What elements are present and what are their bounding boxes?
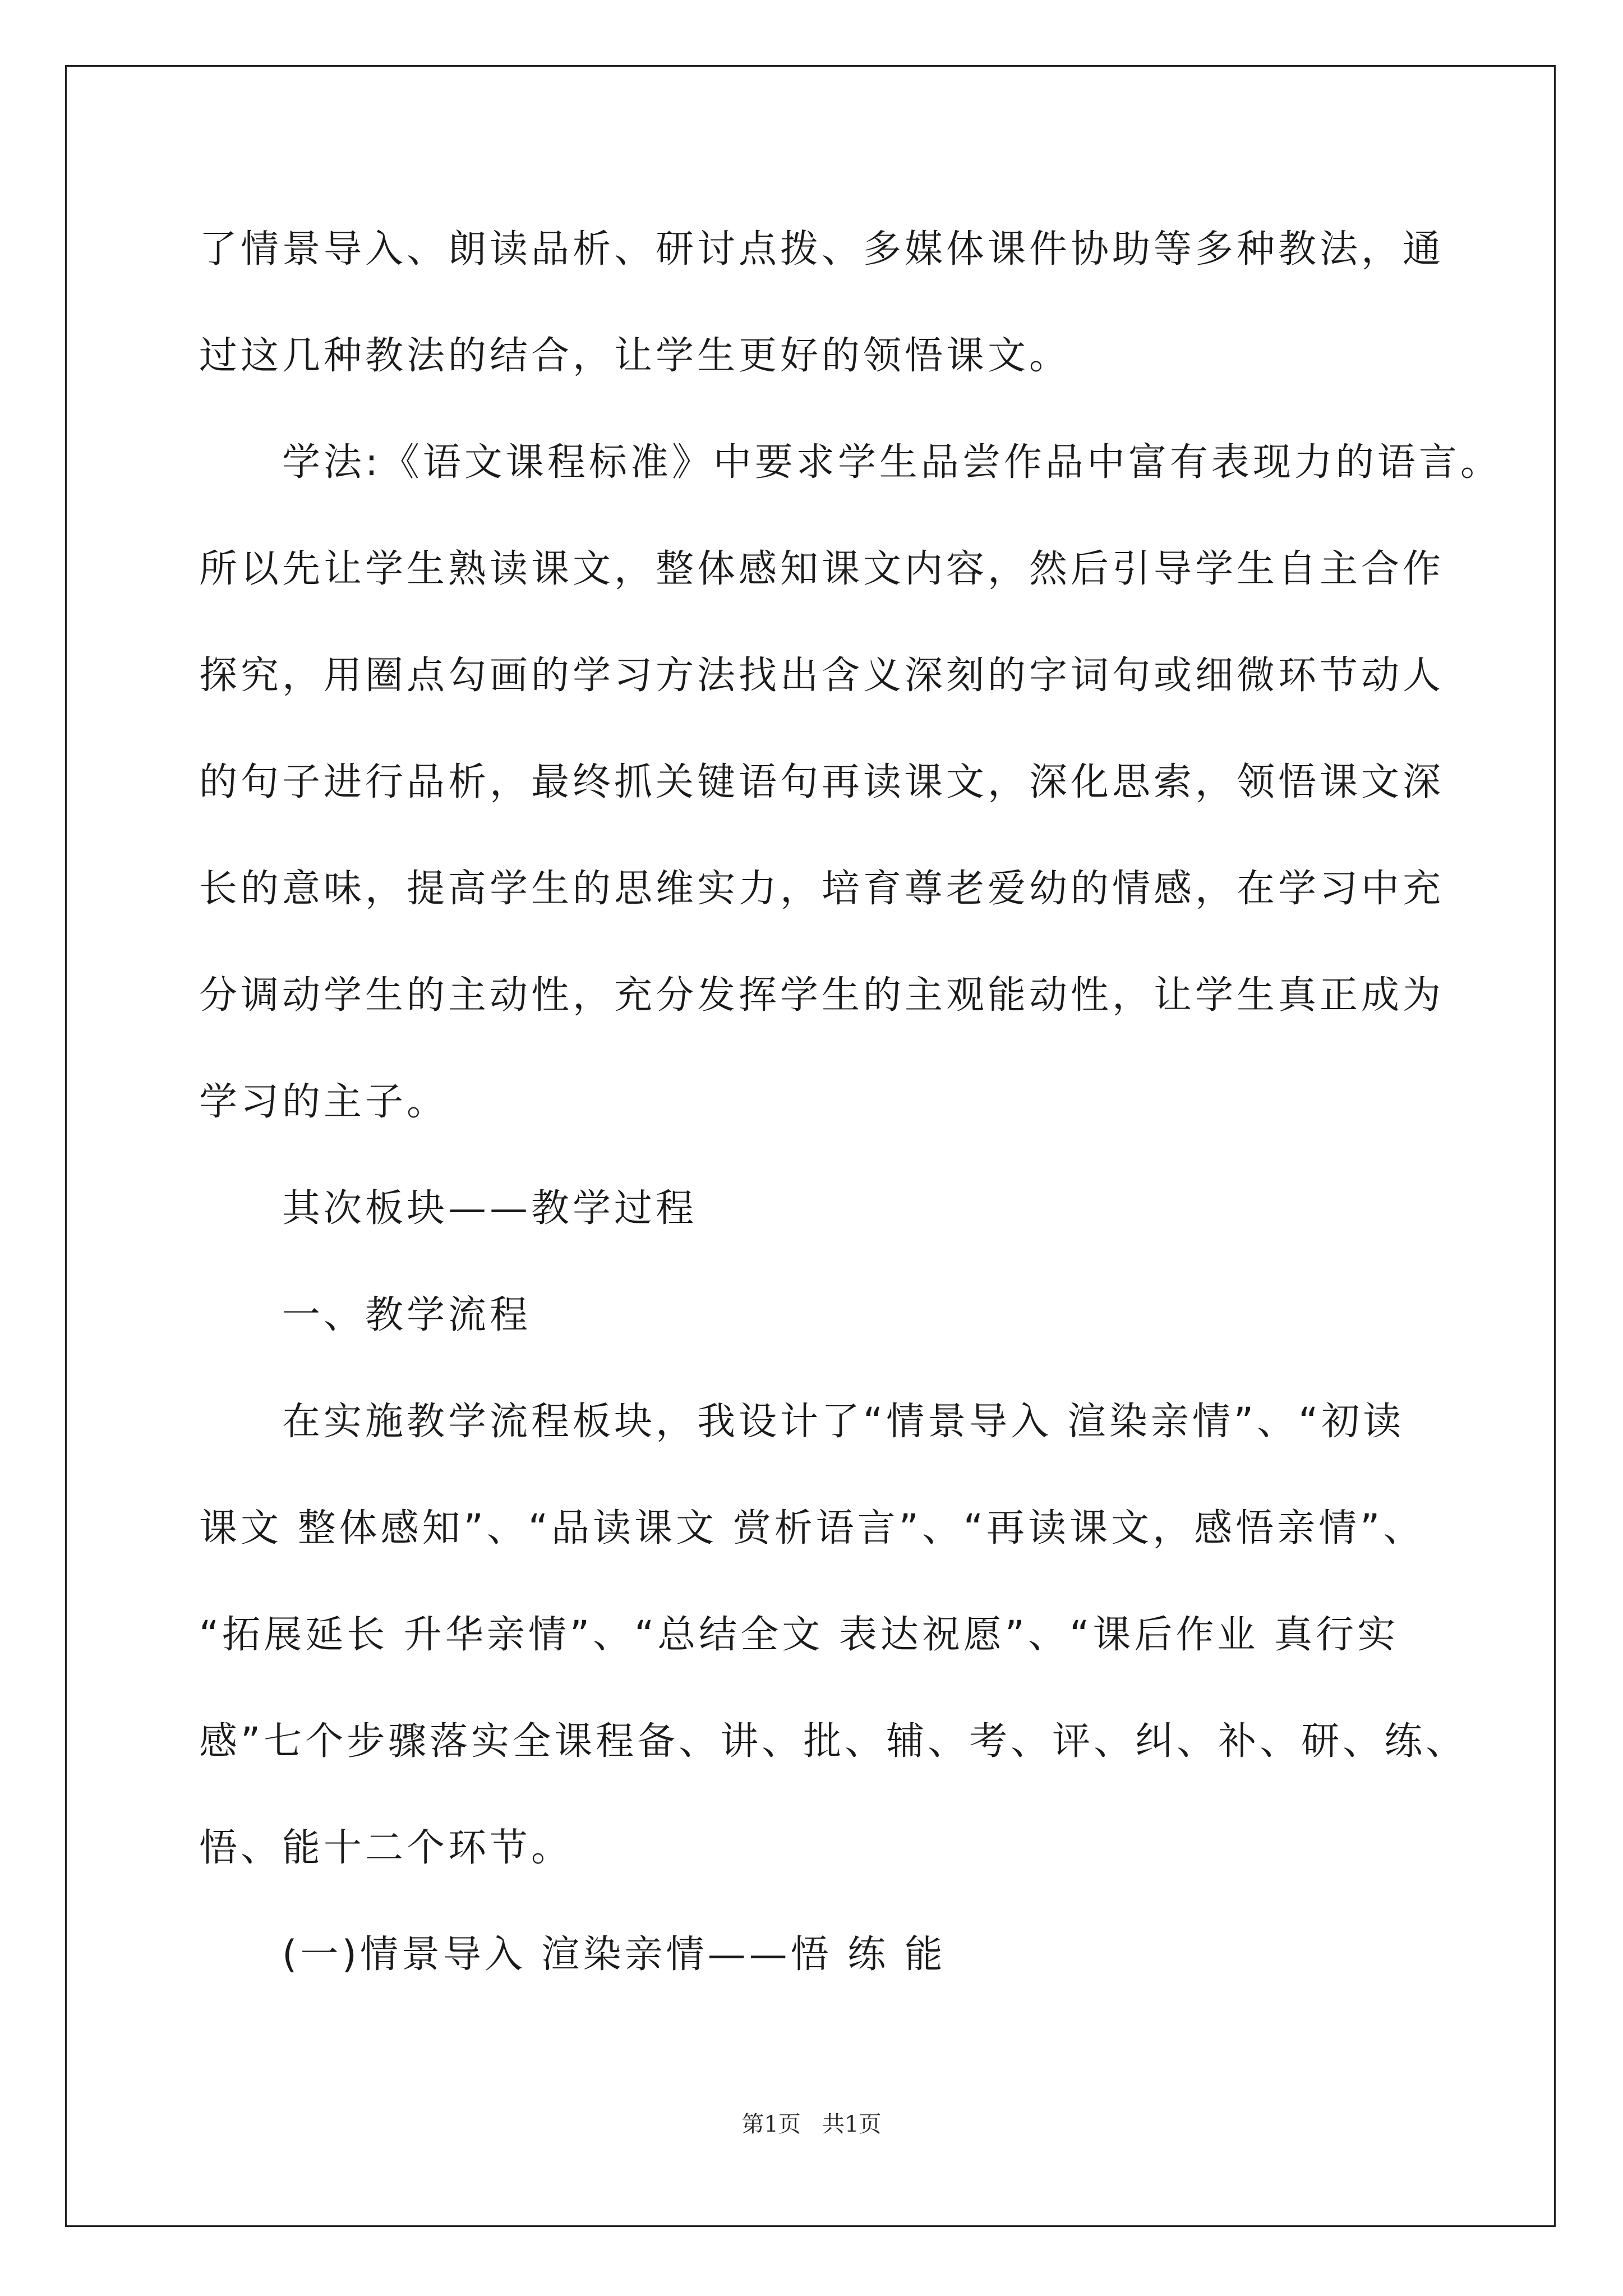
page-number-footer: 第1页 共1页 <box>741 2111 882 2137</box>
paragraph-line: 长的意味，提高学生的思维实力，培育尊老爱幼的情感，在学习中充 <box>199 867 1445 911</box>
step-heading: (一)情景导入 渲染亲情——悟 练 能 <box>282 1932 946 1977</box>
page-border <box>65 65 1556 2227</box>
paragraph-line: 所以先让学生熟读课文，整体感知课文内容，然后引导学生自主合作 <box>199 547 1445 591</box>
paragraph-line: 的句子进行品析，最终抓关键语句再读课文，深化思索，领悟课文深 <box>199 760 1445 804</box>
paragraph-line: 了情景导入、朗读品析、研讨点拨、多媒体课件协助等多种教法，通 <box>199 227 1445 272</box>
section-heading: 其次板块——教学过程 <box>282 1186 698 1231</box>
paragraph-line: 学法:《语文课程标准》中要求学生品尝作品中富有表现力的语言。 <box>282 440 1502 485</box>
paragraph-line: 悟、能十二个环节。 <box>199 1826 573 1870</box>
paragraph-line: “拓展延长 升华亲情”、“总结全文 表达祝愿”、“课后作业 真行实 <box>199 1613 1399 1657</box>
paragraph-line: 课文 整体感知”、“品读课文 赏析语言”、“再读课文，感悟亲情”、 <box>199 1506 1425 1550</box>
paragraph-line: 分调动学生的主动性，充分发挥学生的主观能动性，让学生真正成为 <box>199 973 1445 1018</box>
subsection-heading: 一、教学流程 <box>282 1293 532 1337</box>
paragraph-line: 学习的主子。 <box>199 1080 449 1124</box>
paragraph-line: 在实施教学流程板块，我设计了“情景导入 渲染亲情”、“初读 <box>282 1400 1405 1444</box>
paragraph-line: 过这几种教法的结合，让学生更好的领悟课文。 <box>199 334 1071 378</box>
paragraph-line: 感”七个步骤落实全课程备、讲、批、辅、考、评、纠、补、研、练、 <box>199 1719 1468 1764</box>
paragraph-line: 探究，用圈点勾画的学习方法找出含义深刻的字词句或细微环节动人 <box>199 654 1445 698</box>
